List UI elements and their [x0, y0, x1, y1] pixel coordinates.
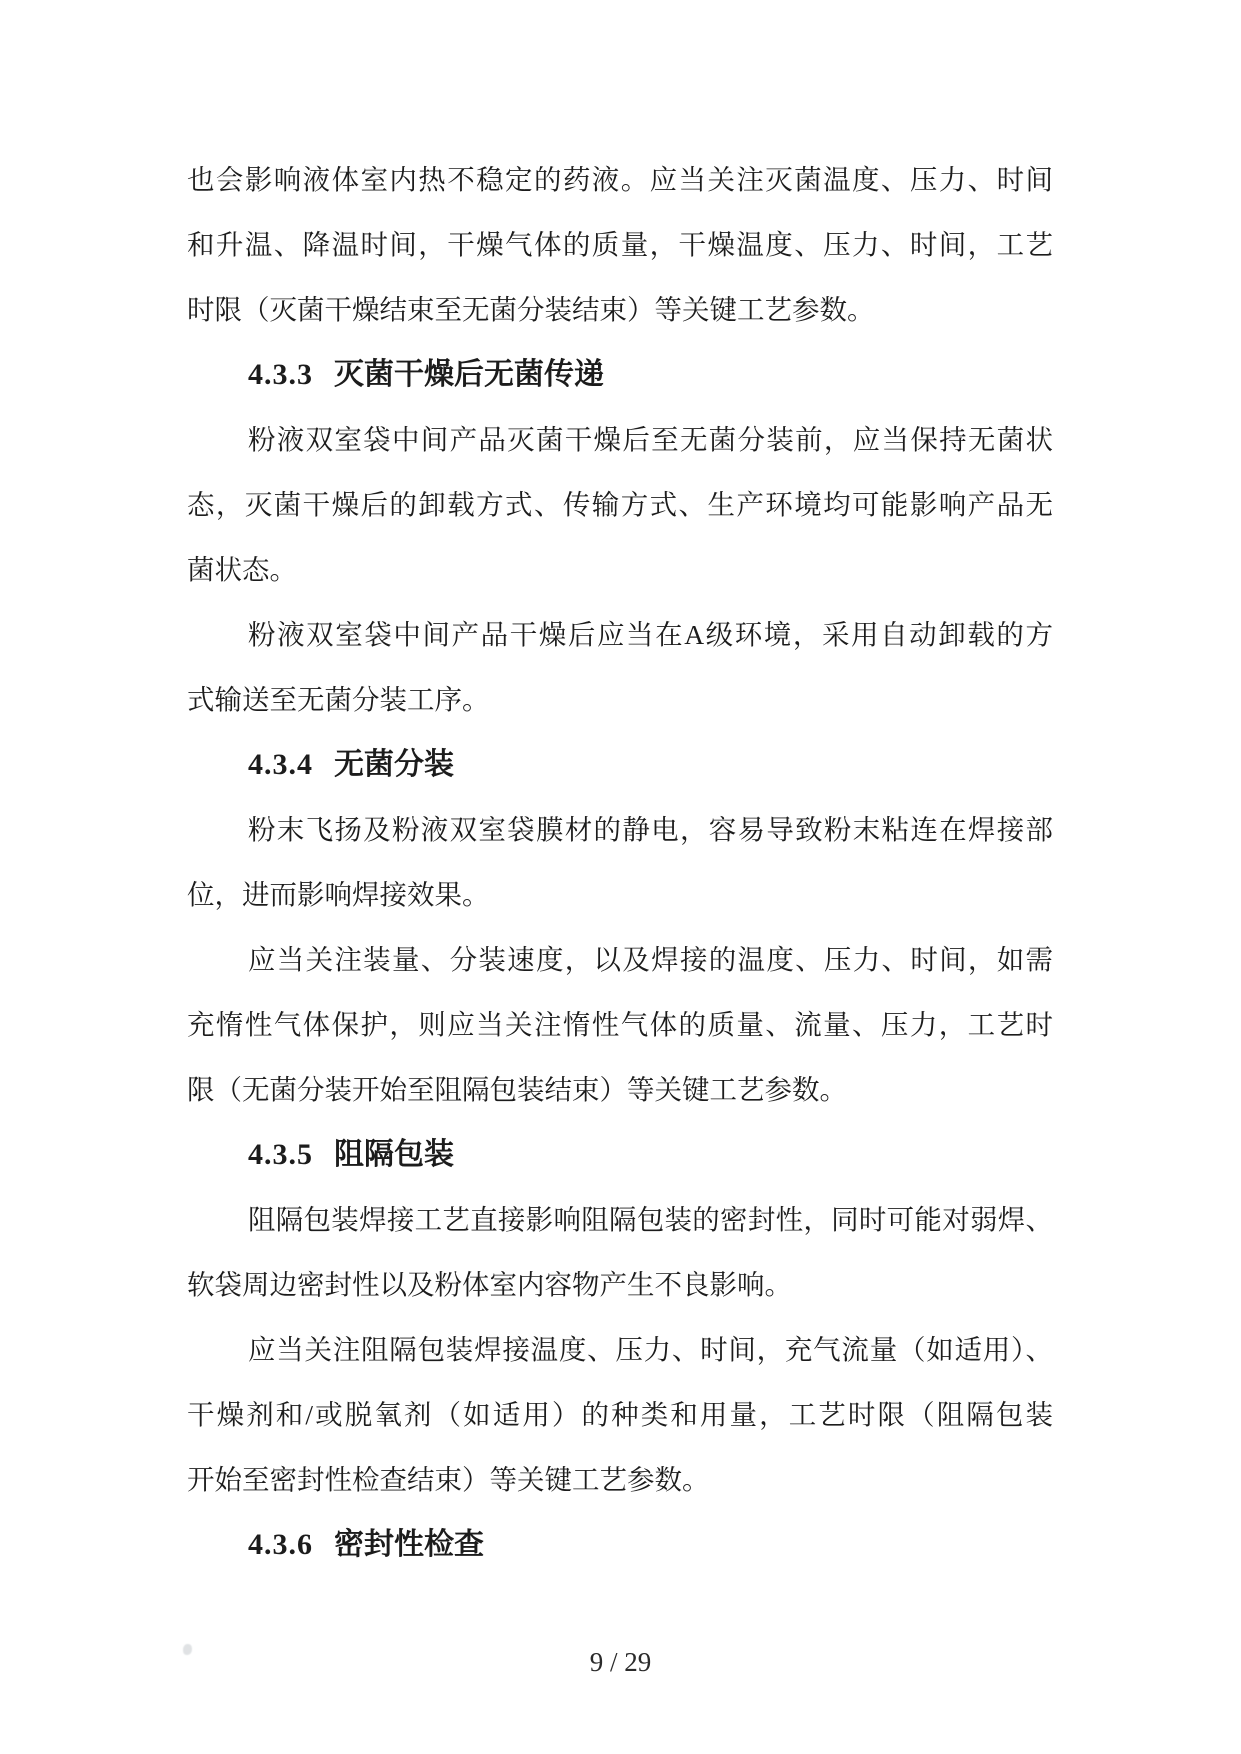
body-text-line: 式输送至无菌分装工序。 — [187, 684, 490, 715]
body-text-line: 菌状态。 — [187, 554, 297, 585]
body-text-line: 应当关注阻隔包装焊接温度、压力、时间，充气流量（如适用）、 — [248, 1334, 1053, 1365]
body-text-line: 时限（灭菌干燥结束至无菌分装结束）等关键工艺参数。 — [187, 294, 875, 325]
body-text-line: 位，进而影响焊接效果。 — [187, 879, 490, 910]
body-text-line: 应当关注装量、分装速度，以及焊接的温度、压力、时间，如需 — [248, 944, 1053, 975]
section-heading — [187, 1122, 1053, 1187]
section-title: 密封性检查 — [334, 1528, 484, 1561]
section-title: 无菌分装 — [334, 748, 454, 781]
body-text-line: 和升温、降温时间，干燥气体的质量，干燥温度、压力、时间，工艺 — [187, 229, 1053, 260]
body-text-line: 态，灭菌干燥后的卸载方式、传输方式、生产环境均可能影响产品无 — [187, 489, 1053, 520]
document-body — [187, 147, 1053, 1577]
body-text-line: 粉液双室袋中间产品灭菌干燥后至无菌分装前，应当保持无菌状 — [248, 424, 1053, 455]
section-number: 4.3.5 — [248, 1138, 313, 1171]
body-text-line: 充惰性气体保护，则应当关注惰性气体的质量、流量、压力，工艺时 — [187, 1009, 1053, 1040]
body-text-line: 阻隔包装焊接工艺直接影响阻隔包装的密封性，同时可能对弱焊、 — [248, 1204, 1053, 1235]
section-title: 阻隔包装 — [334, 1138, 454, 1171]
section-number: 4.3.4 — [248, 748, 313, 781]
page-footer — [0, 1640, 1241, 1684]
section-number: 4.3.6 — [248, 1528, 313, 1561]
body-text-line: 干燥剂和/或脱氧剂（如适用）的种类和用量，工艺时限（阻隔包装 — [187, 1399, 1053, 1430]
body-text-line: 也会影响液体室内热不稳定的药液。应当关注灭菌温度、压力、时间 — [187, 164, 1053, 195]
section-heading — [187, 342, 1053, 407]
section-heading — [187, 732, 1053, 797]
body-text-line: 粉液双室袋中间产品干燥后应当在A级环境，采用自动卸载的方 — [248, 619, 1053, 650]
page-number: 9 / 29 — [589, 1647, 652, 1677]
body-text-line: 粉末飞扬及粉液双室袋膜材的静电，容易导致粉末粘连在焊接部 — [248, 814, 1053, 845]
section-title: 灭菌干燥后无菌传递 — [334, 358, 604, 391]
body-text-line: 软袋周边密封性以及粉体室内容物产生不良影响。 — [187, 1269, 792, 1300]
body-text-line: 限（无菌分装开始至阻隔包装结束）等关键工艺参数。 — [187, 1074, 847, 1105]
section-number: 4.3.3 — [248, 358, 313, 391]
body-text-line: 开始至密封性检查结束）等关键工艺参数。 — [187, 1464, 710, 1495]
section-heading — [187, 1512, 1053, 1577]
